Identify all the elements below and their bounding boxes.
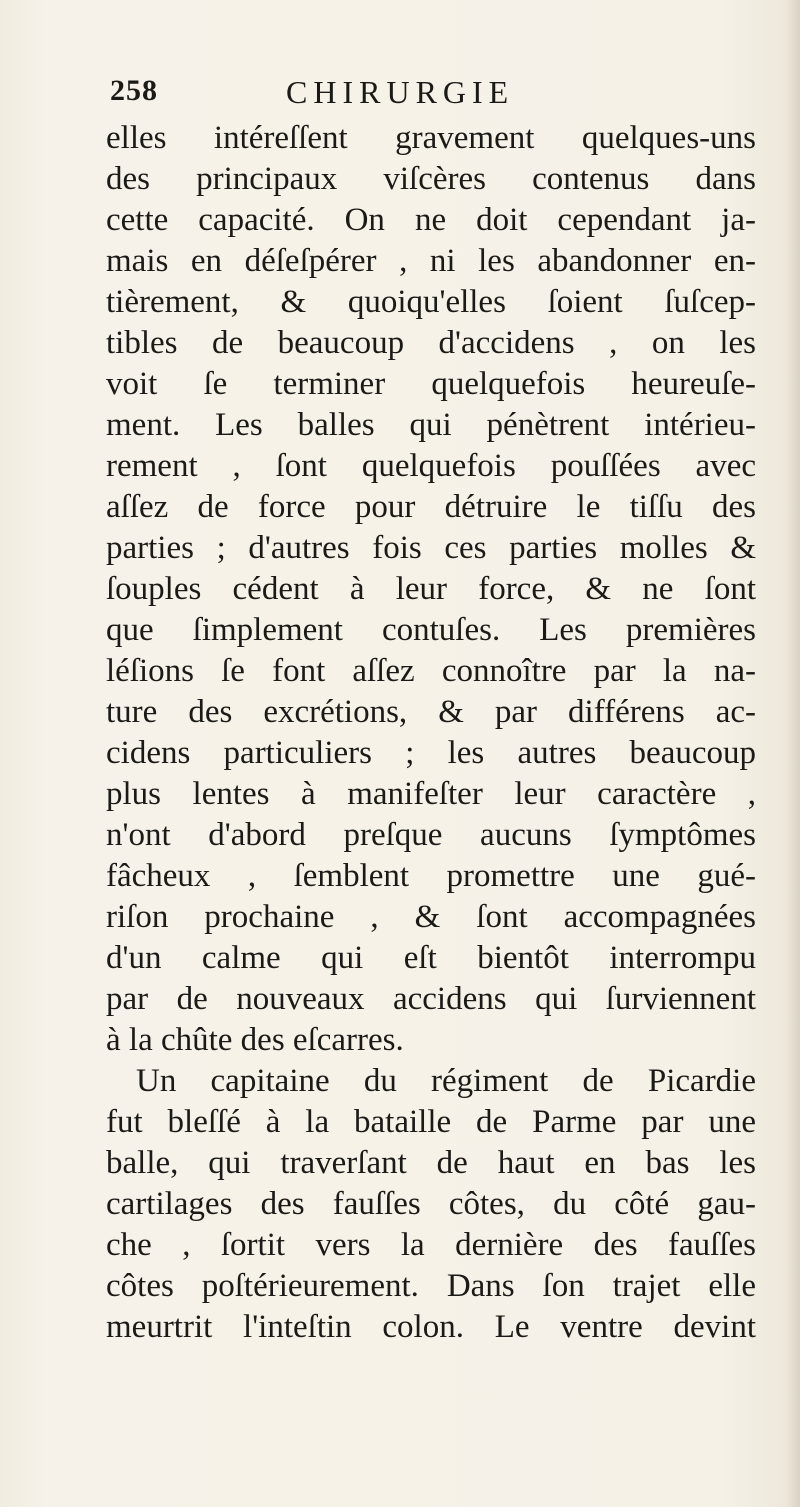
text-line: aſſez de force pour détruire le tiſſu des [106,489,756,525]
text-line: meurtrit l'inteſtin colon. Le ventre devint [106,1309,756,1345]
text-line-paragraph-end: à la chûte des eſcarres. [106,1022,404,1058]
text-line: parties ; d'autres fois ces parties molles & [106,530,756,566]
text-line: tièrement, & quoiqu'elles ſoient ſuſcep- [106,284,756,320]
text-line: cette capacité. On ne doit cependant ja- [106,202,756,238]
text-line: ſouples cédent à leur force, & ne ſont [106,571,756,607]
text-line: léſions ſe font aſſez connoître par la na- [106,653,756,689]
text-line: ment. Les balles qui pénètrent intérieu- [106,407,756,443]
text-line: d'un calme qui eſt bientôt interrompu [106,940,756,976]
page-number: 258 [110,74,158,107]
text-line: ture des excrétions, & par différens ac- [106,694,756,730]
text-line: elles intéreſſent gravement quelques-uns [106,120,756,156]
text-line: n'ont d'abord preſque aucuns ſymptômes [106,817,756,853]
text-line: tibles de beaucoup d'accidens , on les [106,325,756,361]
text-line: riſon prochaine , & ſont accompagnées [106,899,756,935]
running-head: CHIRURGIE [286,74,515,110]
text-line: plus lentes à manifeſter leur caractère , [106,776,756,812]
text-line: voit ſe terminer quelquefois heureuſe- [106,366,756,402]
text-line: par de nouveaux accidens qui ſurviennent [106,981,756,1017]
text-line: rement , ſont quelquefois pouſſées avec [106,448,756,484]
body-text [106,118,756,1348]
text-line: fut bleſſé à la bataille de Parme par une [106,1104,756,1140]
page-header [110,74,750,114]
text-line: mais en déſeſpérer , ni les abandonner en- [106,243,756,279]
text-line: que ſimplement contuſes. Les premières [106,612,756,648]
text-line: côtes poſtérieurement. Dans ſon trajet elle [106,1268,756,1304]
text-line: balle, qui traverſant de haut en bas les [106,1145,756,1181]
text-line: des principaux viſcères contenus dans [106,161,756,197]
text-line: fâcheux , ſemblent promettre une gué- [106,858,756,894]
text-line: cartilages des fauſſes côtes, du côté gau- [106,1186,756,1222]
text-line: cidens particuliers ; les autres beaucoup [106,735,756,771]
text-line: che , ſortit vers la dernière des fauſſes [106,1227,756,1263]
text-line-paragraph-start: Un capitaine du régiment de Picardie [136,1063,756,1099]
page-edge-shadow [786,0,800,1507]
